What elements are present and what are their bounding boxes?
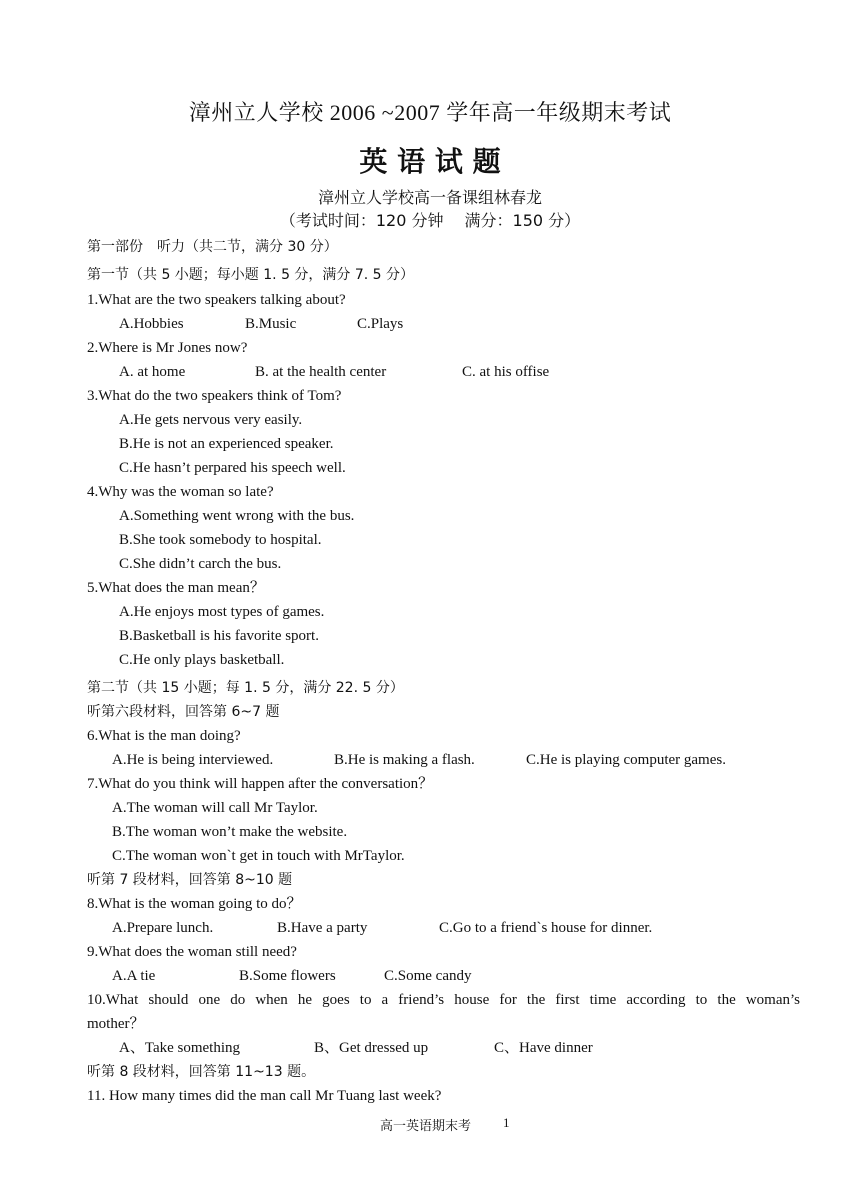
question-8-options — [87, 916, 800, 940]
question-10-line-1: 10.What should one do when he goes to a friend’s house for the first time according to the woman’s — [87, 992, 800, 1008]
option-a: A.Hobbies — [119, 316, 184, 332]
option-b: B.Some flowers — [239, 968, 336, 984]
question-4-option-c — [87, 552, 800, 576]
option-c: C.She didn’t carch the bus. — [119, 556, 282, 572]
option-b: B.She took somebody to hospital. — [119, 532, 322, 548]
question-3-option-a — [87, 408, 800, 432]
subject-heading: 英 语 试 题 — [359, 145, 501, 178]
option-b: B.Have a party — [277, 920, 368, 936]
page-number: 1 — [503, 1115, 510, 1130]
question-4-option-b — [87, 528, 800, 552]
option-a: A.Something went wrong with the bus. — [119, 508, 355, 524]
question-7: 7.What do you think will happen after the conversation？ — [87, 776, 434, 792]
author-line: 漳州立人学校高一备课组林春龙 — [317, 190, 542, 207]
option-a: A.A tie — [112, 968, 156, 984]
time-info: （考试时间：120 分钟 满分：150 分） — [279, 211, 581, 230]
question-6-options — [87, 748, 800, 772]
section2-title: 第二节（共 15 小题；每 1. 5 分，满分 22. 5 分） — [87, 680, 404, 696]
part1-title: 第一部份 听力（共二节，满分 30 分） — [87, 239, 338, 255]
material-7-instruction: 听第 7 段材料，回答第 8~10 题 — [87, 872, 293, 888]
question-5-option-a — [87, 600, 800, 624]
option-a: A. at home — [119, 364, 186, 380]
question-2-options — [87, 360, 800, 384]
option-c: C. at his offise — [462, 364, 550, 380]
option-a: A.The woman will call Mr Taylor. — [112, 800, 318, 816]
exam-title: 漳州立人学校 2006 ~2007 学年高一年级期末考试 — [188, 100, 672, 125]
option-a: A.He enjoys most types of games. — [119, 604, 325, 620]
question-9: 9.What does the woman still need? — [87, 944, 297, 960]
option-c: C.He hasn’t perpared his speech well. — [119, 460, 346, 476]
option-c: C.He only plays basketball. — [119, 652, 285, 668]
option-b: B.Music — [245, 316, 297, 332]
question-7-option-a — [87, 796, 800, 820]
question-8: 8.What is the woman going to do？ — [87, 896, 302, 912]
option-c: C.The woman won`t get in touch with MrTaylor. — [112, 848, 405, 864]
question-11: 11. How many times did the man call Mr Tuang last week? — [87, 1088, 442, 1104]
question-1: 1.What are the two speakers talking about? — [87, 292, 346, 308]
question-6: 6.What is the man doing? — [87, 728, 241, 744]
footer-text: 高一英语期末考 — [380, 1119, 472, 1134]
material-8-instruction: 听第 8 段材料，回答第 11~13 题。 — [87, 1064, 316, 1080]
option-c: C.Some candy — [384, 968, 472, 984]
option-b: B、Get dressed up — [314, 1040, 429, 1056]
option-b: B.He is making a flash. — [334, 752, 475, 768]
question-2: 2.Where is Mr Jones now? — [87, 340, 248, 356]
question-5-option-c — [87, 648, 800, 672]
option-c: C.Plays — [357, 316, 404, 332]
section1-title: 第一节（共 5 小题；每小题 1. 5 分，满分 7. 5 分） — [87, 267, 415, 283]
option-b: B. at the health center — [255, 364, 387, 380]
option-c: C.Go to a friend`s house for dinner. — [439, 920, 653, 936]
question-5: 5.What does the man mean？ — [87, 580, 265, 596]
question-4-option-a — [87, 504, 800, 528]
question-1-options — [87, 312, 800, 336]
option-c: C.He is playing computer games. — [526, 752, 726, 768]
question-10-line-2: mother？ — [87, 1016, 145, 1032]
option-b: B.He is not an experienced speaker. — [119, 436, 334, 452]
question-7-option-c — [87, 844, 800, 868]
option-a: A、Take something — [119, 1040, 241, 1056]
question-10-options — [87, 1036, 800, 1060]
question-3: 3.What do the two speakers think of Tom? — [87, 388, 342, 404]
option-a: A.Prepare lunch. — [112, 920, 214, 936]
question-9-options — [87, 964, 800, 988]
option-a: A.He is being interviewed. — [112, 752, 274, 768]
option-c: C、Have dinner — [494, 1040, 593, 1056]
question-4: 4.Why was the woman so late? — [87, 484, 274, 500]
question-7-option-b — [87, 820, 800, 844]
option-b: B.Basketball is his favorite sport. — [119, 628, 319, 644]
option-b: B.The woman won’t make the website. — [112, 824, 348, 840]
question-3-option-b — [87, 432, 800, 456]
question-5-option-b — [87, 624, 800, 648]
option-a: A.He gets nervous very easily. — [119, 412, 303, 428]
question-3-option-c — [87, 456, 800, 480]
material-6-instruction: 听第六段材料，回答第 6~7 题 — [87, 704, 280, 720]
